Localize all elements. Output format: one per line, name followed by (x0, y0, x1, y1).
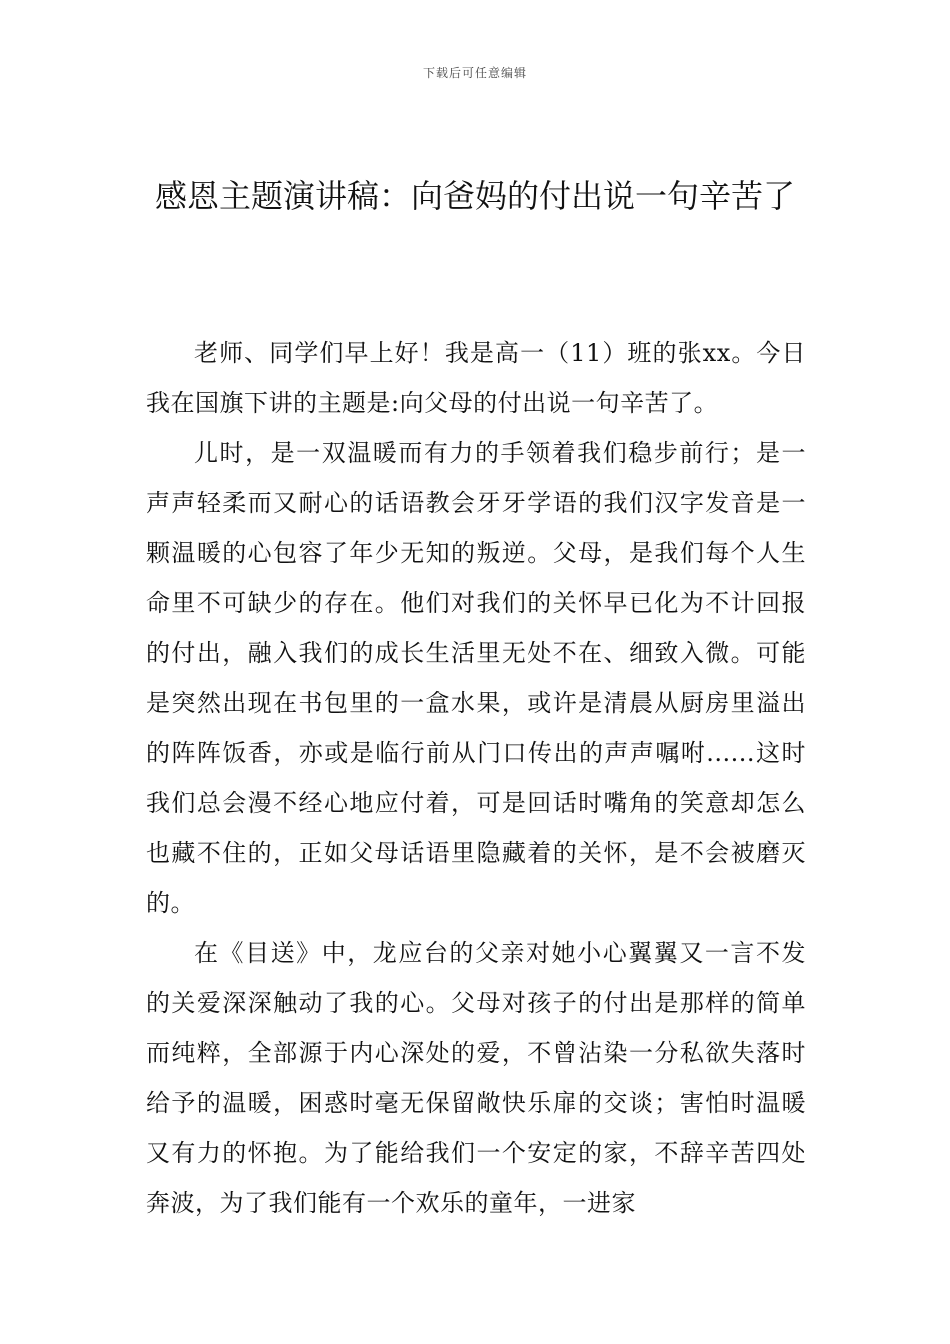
paragraph-3: 在《目送》中，龙应台的父亲对她小心翼翼又一言不发的关爱深深触动了我的心。父母对孩子的付出是那样的简单而纯粹，全部源于内心深处的爱，不曾沾染一分私欲失落时给予的温暖，困惑时毫无保留敞快乐扉的交谈；害怕时温暖又有力的怀抱。为了能给我们一个安定的家，不辞辛苦四处奔波，为了我们能有一个欢乐的童年，一进家 (146, 939, 806, 1217)
document-body (146, 328, 806, 1228)
paragraph-2: 儿时，是一双温暖而有力的手领着我们稳步前行；是一声声轻柔而又耐心的话语教会牙牙学语的我们汉字发音是一颗温暖的心包容了年少无知的叛逆。父母，是我们每个人生命里不可缺少的存在。他们对我们的关怀早已化为不计回报的付出，融入我们的成长生活里无处不在、细致入微。可能是突然出现在书包里的一盒水果，或许是清晨从厨房里溢出的阵阵饭香，亦或是临行前从门口传出的声声嘱咐......这时我们总会漫不经心地应付着，可是回话时嘴角的笑意却怎么也藏不住的，正如父母话语里隐藏着的关怀，是不会被磨灭的。 (146, 439, 806, 917)
document-title: 感恩主题演讲稿：向爸妈的付出说一句辛苦了 (154, 177, 795, 215)
header-note: 下载后可任意编辑 (422, 66, 527, 80)
paragraph-1: 老师、同学们早上好！我是高一（11）班的张xx。今日我在国旗下讲的主题是:向父母的付出说一句辛苦了。 (146, 339, 806, 417)
